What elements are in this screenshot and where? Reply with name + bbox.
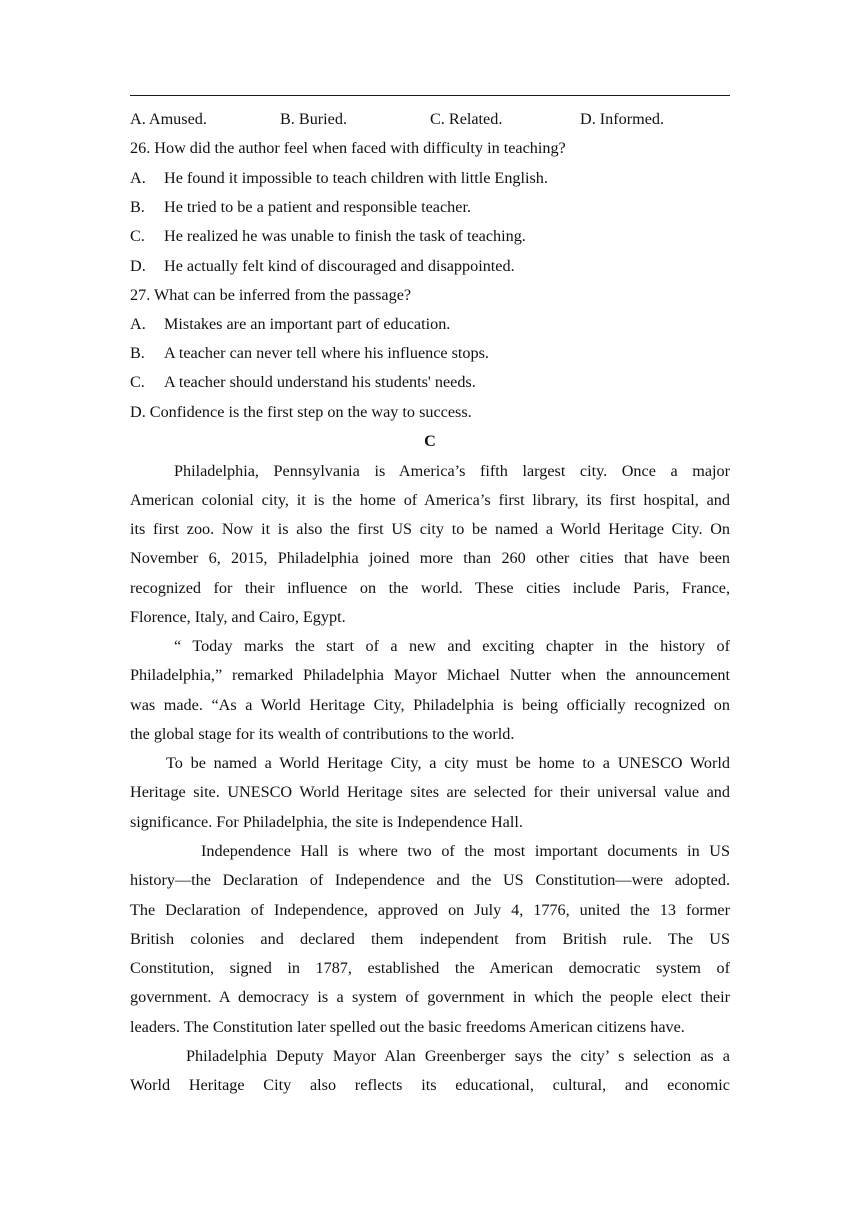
passage-line: leaders. The Constitution later spelled out the basic freedoms American citizens have. <box>130 1018 685 1036</box>
option-text: He realized he was unable to finish the task of teaching. <box>164 227 526 245</box>
q27-option-d: D. Confidence is the first step on the way to success. <box>130 403 472 421</box>
option-text: Mistakes are an important part of education. <box>164 315 451 333</box>
option-letter: B. <box>130 198 145 216</box>
q27-option-b <box>130 342 730 364</box>
q27-stem: 27. What can be inferred from the passage? <box>130 286 412 304</box>
section-heading: C <box>424 432 436 450</box>
passage-line: “ Today marks the start of a new and exciting chapter in the history of <box>174 637 730 655</box>
passage-line: was made. “As a World Heritage City, Philadelphia is being officially recognized on <box>130 696 730 714</box>
q26-option-b <box>130 196 730 218</box>
passage-line: British colonies and declared them independent from British rule. The US <box>130 930 730 948</box>
passage-line: government. A democracy is a system of government in which the people elect their <box>130 988 730 1006</box>
passage-line: World Heritage City also reflects its educational, cultural, and economic <box>130 1076 730 1094</box>
passage-line: Constitution, signed in 1787, established the American democratic system of <box>130 959 730 977</box>
q26-option-c <box>130 225 730 247</box>
option-letter: A. <box>130 315 146 333</box>
q25-option-b: B. Buried. <box>280 110 347 128</box>
passage-line: history—the Declaration of Independence and the US Constitution—were adopted. <box>130 871 730 889</box>
passage-line: its first zoo. Now it is also the first US city to be named a World Heritage City. On <box>130 520 730 538</box>
option-text: A teacher can never tell where his influence stops. <box>164 344 489 362</box>
option-text: A teacher should understand his students' needs. <box>164 373 476 391</box>
option-letter: A. <box>130 169 146 187</box>
option-letter: D. <box>130 257 146 275</box>
passage-line: Heritage site. UNESCO World Heritage sites are selected for their universal value and <box>130 783 730 801</box>
passage-line: The Declaration of Independence, approved on July 4, 1776, united the 13 former <box>130 901 730 919</box>
q25-options <box>130 108 730 130</box>
passage-line: recognized for their influence on the world. These cities include Paris, France, <box>130 579 730 597</box>
passage-line: Philadelphia, Pennsylvania is America’s fifth largest city. Once a major <box>174 462 730 480</box>
option-letter: C. <box>130 227 145 245</box>
top-rule <box>130 95 730 96</box>
passage-line: Philadelphia Deputy Mayor Alan Greenberger says the city’ s selection as a <box>186 1047 730 1065</box>
option-text: He actually felt kind of discouraged and disappointed. <box>164 257 515 275</box>
passage-line: November 6, 2015, Philadelphia joined more than 260 other cities that have been <box>130 549 730 567</box>
passage-line: significance. For Philadelphia, the site is Independence Hall. <box>130 813 523 831</box>
passage-line: American colonial city, it is the home of America’s first library, its first hospital, and <box>130 491 730 509</box>
passage-line: To be named a World Heritage City, a city must be home to a UNESCO World <box>166 754 730 772</box>
option-text: He tried to be a patient and responsible teacher. <box>164 198 471 216</box>
q27-option-c <box>130 371 730 393</box>
passage-line: the global stage for its wealth of contributions to the world. <box>130 725 515 743</box>
option-letter: C. <box>130 373 145 391</box>
option-letter: B. <box>130 344 145 362</box>
passage-line: Philadelphia,” remarked Philadelphia Mayor Michael Nutter when the announcement <box>130 666 730 684</box>
q26-option-a <box>130 167 730 189</box>
q25-option-a: A. Amused. <box>130 110 207 128</box>
option-text: He found it impossible to teach children with little English. <box>164 169 548 187</box>
q25-option-c: C. Related. <box>430 110 503 128</box>
passage-line: Independence Hall is where two of the most important documents in US <box>201 842 730 860</box>
q25-option-d: D. Informed. <box>580 110 665 128</box>
passage-line: Florence, Italy, and Cairo, Egypt. <box>130 608 346 626</box>
q27-option-a <box>130 313 730 335</box>
q26-option-d <box>130 255 730 277</box>
q26-stem: 26. How did the author feel when faced with difficulty in teaching? <box>130 139 566 157</box>
